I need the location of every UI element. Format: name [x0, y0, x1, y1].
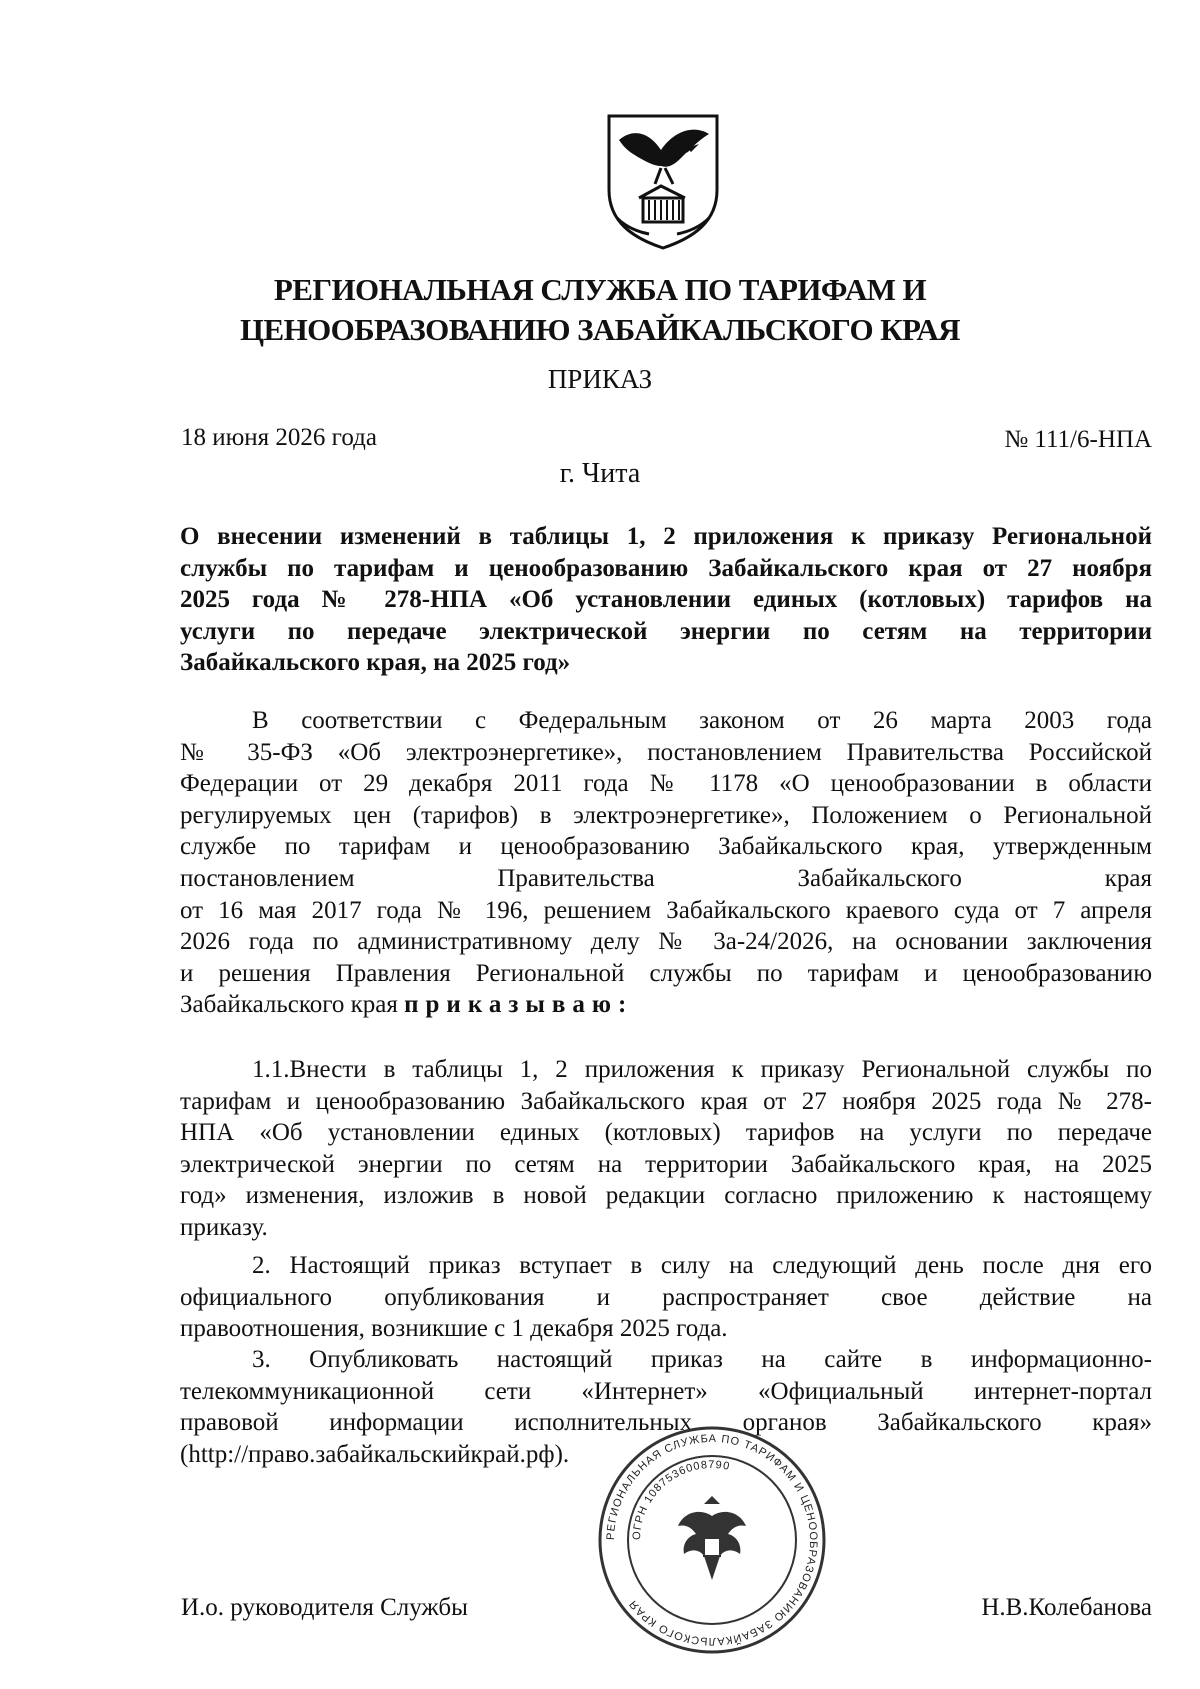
item-1-line: электрической энергии по сетям на территории Забайкальского края, на 2025 [180, 1150, 1152, 1178]
organization-name-line-1: РЕГИОНАЛЬНАЯ СЛУЖБА ПО ТАРИФАМ И [273, 272, 927, 307]
document-type: ПРИКАЗ [547, 364, 653, 394]
preamble-line: 2026 года по административному делу № 3а-24/2026, на основании заключения [180, 928, 1152, 956]
order-word: приказываю: [404, 991, 634, 1019]
preamble-last-text: Забайкальского края [180, 991, 398, 1019]
item-1-line: приказу. [180, 1213, 268, 1241]
preamble-line: постановлением Правительства Забайкальского края [180, 864, 1152, 892]
preamble-line: В соответствии с Федеральным законом от 26 марта 2003 года [252, 707, 1152, 734]
document-date: 18 июня 2026 года [181, 424, 377, 451]
signatory-position: И.о. руководителя Службы [181, 1594, 468, 1621]
document-number: № 111/6-НПА [1004, 426, 1152, 453]
preamble-line-final [180, 989, 1152, 1021]
title-line: услуги по передаче электрической энергии по сетям на территории [180, 617, 1152, 645]
item-3-line: правовой информации исполнительных органов Забайкальского края» [180, 1409, 1152, 1437]
organization-name-line-2: ЦЕНООБРАЗОВАНИЮ ЗАБАЙКАЛЬСКОГО КРАЯ [240, 312, 960, 347]
item-3-line: (http://право.забайкальскийкрай.рф). [180, 1440, 570, 1468]
preamble-line: от 16 мая 2017 года № 196, решением Забайкальского краевого суда от 7 апреля [180, 896, 1152, 924]
official-seal-stamp [592, 1420, 832, 1660]
preamble-line: Федерации от 29 декабря 2011 года № 1178 «О ценообразовании в области [180, 770, 1152, 798]
item-1-line: тарифам и ценообразованию Забайкальского края от 27 ноября 2025 года № 278- [180, 1087, 1152, 1115]
item-1-line: НПА «Об установлении единых (котловых) тарифов на услуги по передаче [180, 1119, 1152, 1147]
item-2-paragraph [180, 1250, 1152, 1345]
item-3-line: телекоммуникационной сети «Интернет» «Официальный интернет-портал [180, 1377, 1152, 1405]
item-1-line: год» изменения, изложив в новой редакции согласно приложению к настоящему [180, 1182, 1152, 1210]
preamble-line: службе по тарифам и ценообразованию Забайкальского края, утвержденным [180, 833, 1152, 861]
coat-of-arms-emblem [603, 110, 723, 250]
seal-inner-text: ОГРН 1087536008790 [630, 1458, 732, 1541]
preamble-line: № 35-ФЗ «Об электроэнергетике», постановлением Правительства Российской [180, 738, 1152, 766]
preamble-paragraph [180, 705, 1152, 1021]
preamble-line: регулируемых цен (тарифов) в электроэнергетике», Положением о Региональной [180, 801, 1152, 829]
document-title [180, 521, 1152, 679]
item-2-line: правоотношения, возникшие с 1 декабря 2025 года. [180, 1315, 728, 1343]
item-1-line: 1.1.Внести в таблицы 1, 2 приложения к приказу Региональной службы по [252, 1056, 1152, 1083]
item-2-line: 2. Настоящий приказ вступает в силу на следующий день после дня его [252, 1252, 1152, 1279]
title-line: службы по тарифам и ценообразованию Забайкальского края от 27 ноября [180, 554, 1152, 582]
double-headed-eagle-icon [678, 1496, 746, 1580]
signatory-name: Н.В.Колебанова [981, 1594, 1152, 1621]
seal-outer-text: РЕГИОНАЛЬНАЯ СЛУЖБА ПО ТАРИФАМ И ЦЕНООБРАЗОВАНИЮ ЗАБАЙКАЛЬСКОГО КРАЯ [604, 1432, 820, 1648]
item-3-line: 3. Опубликовать настоящий приказ на сайте в информационно- [252, 1346, 1152, 1373]
document-city: г. Чита [559, 458, 641, 489]
title-line: Забайкальского края, на 2025 год» [180, 649, 571, 676]
item-2-line: официального опубликования и распространяет свое действие на [180, 1283, 1152, 1311]
title-line: О внесении изменений в таблицы 1, 2 приложения к приказу Региональной [180, 523, 1152, 550]
title-line: 2025 года № 278-НПА «Об установлении единых (котловых) тарифов на [180, 586, 1152, 613]
preamble-line: и решения Правления Региональной службы по тарифам и ценообразованию [180, 959, 1152, 987]
item-1-paragraph [180, 1054, 1152, 1244]
